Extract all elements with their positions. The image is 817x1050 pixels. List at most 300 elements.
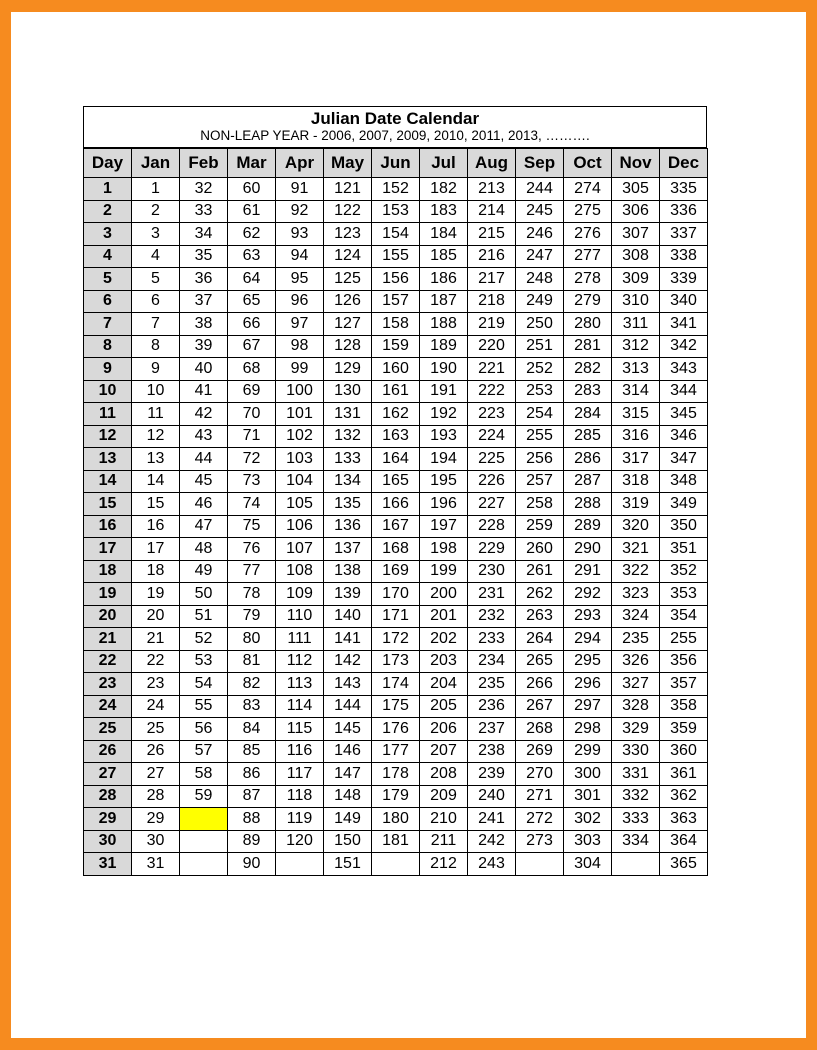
julian-day-cell: 68 bbox=[228, 358, 276, 381]
julian-day-cell: 264 bbox=[516, 628, 564, 651]
julian-day-cell: 167 bbox=[372, 515, 420, 538]
julian-day-cell: 46 bbox=[180, 493, 228, 516]
title-block bbox=[83, 106, 707, 148]
table-row bbox=[84, 425, 708, 448]
julian-day-cell: 183 bbox=[420, 200, 468, 223]
julian-day-cell: 245 bbox=[516, 200, 564, 223]
julian-day-cell: 97 bbox=[276, 313, 324, 336]
julian-day-cell: 212 bbox=[420, 853, 468, 876]
julian-day-cell: 13 bbox=[132, 448, 180, 471]
julian-day-cell: 184 bbox=[420, 223, 468, 246]
julian-day-cell: 162 bbox=[372, 403, 420, 426]
day-number-cell: 12 bbox=[84, 425, 132, 448]
julian-day-cell: 9 bbox=[132, 358, 180, 381]
julian-day-cell: 145 bbox=[324, 718, 372, 741]
julian-day-cell: 256 bbox=[516, 448, 564, 471]
day-number-cell: 22 bbox=[84, 650, 132, 673]
julian-day-cell: 236 bbox=[468, 695, 516, 718]
column-header-sep: Sep bbox=[516, 149, 564, 178]
julian-day-cell: 222 bbox=[468, 380, 516, 403]
julian-day-cell: 144 bbox=[324, 695, 372, 718]
julian-day-cell: 296 bbox=[564, 673, 612, 696]
julian-day-cell: 78 bbox=[228, 583, 276, 606]
julian-day-cell: 279 bbox=[564, 290, 612, 313]
julian-day-cell: 80 bbox=[228, 628, 276, 651]
julian-day-cell: 38 bbox=[180, 313, 228, 336]
day-number-cell: 11 bbox=[84, 403, 132, 426]
julian-day-cell: 106 bbox=[276, 515, 324, 538]
day-number-cell: 17 bbox=[84, 538, 132, 561]
julian-day-cell: 251 bbox=[516, 335, 564, 358]
julian-day-cell: 31 bbox=[132, 853, 180, 876]
julian-day-cell: 303 bbox=[564, 830, 612, 853]
julian-day-cell: 336 bbox=[660, 200, 708, 223]
julian-day-cell: 73 bbox=[228, 470, 276, 493]
julian-day-cell: 113 bbox=[276, 673, 324, 696]
julian-day-cell: 12 bbox=[132, 425, 180, 448]
table-row bbox=[84, 335, 708, 358]
julian-day-cell: 169 bbox=[372, 560, 420, 583]
julian-day-cell: 259 bbox=[516, 515, 564, 538]
julian-day-cell: 158 bbox=[372, 313, 420, 336]
julian-day-cell: 186 bbox=[420, 268, 468, 291]
julian-day-cell: 232 bbox=[468, 605, 516, 628]
julian-day-cell: 117 bbox=[276, 763, 324, 786]
julian-day-cell: 348 bbox=[660, 470, 708, 493]
table-row bbox=[84, 515, 708, 538]
julian-day-cell: 20 bbox=[132, 605, 180, 628]
julian-day-cell: 110 bbox=[276, 605, 324, 628]
julian-day-cell bbox=[516, 853, 564, 876]
julian-day-cell: 70 bbox=[228, 403, 276, 426]
julian-day-cell: 311 bbox=[612, 313, 660, 336]
table-header-row bbox=[84, 149, 708, 178]
julian-day-cell: 284 bbox=[564, 403, 612, 426]
julian-day-cell: 177 bbox=[372, 740, 420, 763]
day-number-cell: 14 bbox=[84, 470, 132, 493]
julian-day-cell: 330 bbox=[612, 740, 660, 763]
julian-day-cell: 174 bbox=[372, 673, 420, 696]
julian-day-cell: 93 bbox=[276, 223, 324, 246]
julian-day-cell bbox=[180, 853, 228, 876]
julian-day-cell: 21 bbox=[132, 628, 180, 651]
julian-day-cell: 83 bbox=[228, 695, 276, 718]
julian-day-cell: 124 bbox=[324, 245, 372, 268]
julian-day-cell: 27 bbox=[132, 763, 180, 786]
julian-day-cell: 298 bbox=[564, 718, 612, 741]
julian-day-cell: 306 bbox=[612, 200, 660, 223]
julian-day-cell: 131 bbox=[324, 403, 372, 426]
julian-day-cell: 157 bbox=[372, 290, 420, 313]
julian-day-cell: 316 bbox=[612, 425, 660, 448]
julian-day-cell: 290 bbox=[564, 538, 612, 561]
table-row bbox=[84, 268, 708, 291]
julian-day-cell: 53 bbox=[180, 650, 228, 673]
julian-day-cell: 343 bbox=[660, 358, 708, 381]
julian-day-cell: 146 bbox=[324, 740, 372, 763]
julian-day-cell: 342 bbox=[660, 335, 708, 358]
julian-day-cell: 77 bbox=[228, 560, 276, 583]
julian-day-cell: 345 bbox=[660, 403, 708, 426]
julian-day-cell: 49 bbox=[180, 560, 228, 583]
column-header-jun: Jun bbox=[372, 149, 420, 178]
julian-day-cell: 138 bbox=[324, 560, 372, 583]
julian-day-cell: 52 bbox=[180, 628, 228, 651]
column-header-dec: Dec bbox=[660, 149, 708, 178]
day-number-cell: 20 bbox=[84, 605, 132, 628]
julian-day-cell: 204 bbox=[420, 673, 468, 696]
julian-day-cell: 310 bbox=[612, 290, 660, 313]
julian-day-cell: 24 bbox=[132, 695, 180, 718]
julian-day-cell: 140 bbox=[324, 605, 372, 628]
day-number-cell: 28 bbox=[84, 785, 132, 808]
julian-day-cell: 90 bbox=[228, 853, 276, 876]
julian-day-cell: 285 bbox=[564, 425, 612, 448]
julian-day-cell: 317 bbox=[612, 448, 660, 471]
julian-day-cell: 295 bbox=[564, 650, 612, 673]
table-row bbox=[84, 178, 708, 201]
julian-day-cell: 18 bbox=[132, 560, 180, 583]
julian-day-cell: 65 bbox=[228, 290, 276, 313]
julian-day-cell: 288 bbox=[564, 493, 612, 516]
table-row bbox=[84, 650, 708, 673]
day-number-cell: 7 bbox=[84, 313, 132, 336]
julian-day-cell: 100 bbox=[276, 380, 324, 403]
julian-day-cell: 176 bbox=[372, 718, 420, 741]
julian-day-cell: 29 bbox=[132, 808, 180, 831]
julian-day-cell: 6 bbox=[132, 290, 180, 313]
julian-day-cell bbox=[372, 853, 420, 876]
julian-day-cell: 362 bbox=[660, 785, 708, 808]
table-row bbox=[84, 403, 708, 426]
julian-day-cell: 135 bbox=[324, 493, 372, 516]
julian-day-cell: 180 bbox=[372, 808, 420, 831]
julian-day-cell: 142 bbox=[324, 650, 372, 673]
day-number-cell: 21 bbox=[84, 628, 132, 651]
julian-day-cell: 126 bbox=[324, 290, 372, 313]
day-number-cell: 15 bbox=[84, 493, 132, 516]
julian-day-cell: 228 bbox=[468, 515, 516, 538]
julian-day-cell: 249 bbox=[516, 290, 564, 313]
julian-day-cell: 205 bbox=[420, 695, 468, 718]
column-header-jan: Jan bbox=[132, 149, 180, 178]
julian-day-cell: 257 bbox=[516, 470, 564, 493]
julian-day-cell: 94 bbox=[276, 245, 324, 268]
julian-day-cell: 258 bbox=[516, 493, 564, 516]
julian-day-cell: 98 bbox=[276, 335, 324, 358]
day-number-cell: 3 bbox=[84, 223, 132, 246]
julian-day-cell: 277 bbox=[564, 245, 612, 268]
julian-day-cell: 335 bbox=[660, 178, 708, 201]
table-row bbox=[84, 808, 708, 831]
julian-day-cell: 163 bbox=[372, 425, 420, 448]
julian-day-cell: 164 bbox=[372, 448, 420, 471]
julian-day-cell: 314 bbox=[612, 380, 660, 403]
julian-day-cell: 3 bbox=[132, 223, 180, 246]
julian-day-cell: 359 bbox=[660, 718, 708, 741]
day-number-cell: 10 bbox=[84, 380, 132, 403]
julian-day-cell: 313 bbox=[612, 358, 660, 381]
table-row bbox=[84, 380, 708, 403]
column-header-nov: Nov bbox=[612, 149, 660, 178]
julian-day-cell: 139 bbox=[324, 583, 372, 606]
julian-day-cell: 149 bbox=[324, 808, 372, 831]
julian-day-cell: 312 bbox=[612, 335, 660, 358]
julian-day-cell: 309 bbox=[612, 268, 660, 291]
julian-day-cell: 108 bbox=[276, 560, 324, 583]
julian-day-cell: 308 bbox=[612, 245, 660, 268]
julian-day-cell: 215 bbox=[468, 223, 516, 246]
julian-day-cell: 219 bbox=[468, 313, 516, 336]
julian-day-cell: 276 bbox=[564, 223, 612, 246]
julian-day-cell: 326 bbox=[612, 650, 660, 673]
julian-day-cell: 107 bbox=[276, 538, 324, 561]
julian-day-cell: 294 bbox=[564, 628, 612, 651]
julian-day-cell: 207 bbox=[420, 740, 468, 763]
table-row bbox=[84, 358, 708, 381]
day-number-cell: 19 bbox=[84, 583, 132, 606]
julian-day-cell: 255 bbox=[516, 425, 564, 448]
julian-day-cell: 202 bbox=[420, 628, 468, 651]
table-row bbox=[84, 200, 708, 223]
julian-day-cell: 54 bbox=[180, 673, 228, 696]
julian-day-cell: 315 bbox=[612, 403, 660, 426]
column-header-jul: Jul bbox=[420, 149, 468, 178]
table-row bbox=[84, 313, 708, 336]
julian-day-cell: 67 bbox=[228, 335, 276, 358]
julian-day-cell: 92 bbox=[276, 200, 324, 223]
julian-day-cell: 62 bbox=[228, 223, 276, 246]
julian-day-cell: 15 bbox=[132, 493, 180, 516]
julian-day-cell: 143 bbox=[324, 673, 372, 696]
julian-day-cell: 282 bbox=[564, 358, 612, 381]
julian-day-cell: 235 bbox=[468, 673, 516, 696]
julian-day-cell: 32 bbox=[180, 178, 228, 201]
julian-day-cell: 318 bbox=[612, 470, 660, 493]
julian-day-cell: 332 bbox=[612, 785, 660, 808]
julian-day-cell: 292 bbox=[564, 583, 612, 606]
julian-day-cell: 35 bbox=[180, 245, 228, 268]
julian-day-cell: 242 bbox=[468, 830, 516, 853]
table-row bbox=[84, 740, 708, 763]
julian-day-cell: 40 bbox=[180, 358, 228, 381]
julian-day-cell: 267 bbox=[516, 695, 564, 718]
day-number-cell: 13 bbox=[84, 448, 132, 471]
julian-day-cell: 85 bbox=[228, 740, 276, 763]
day-number-cell: 6 bbox=[84, 290, 132, 313]
julian-day-cell: 226 bbox=[468, 470, 516, 493]
julian-day-cell: 203 bbox=[420, 650, 468, 673]
julian-day-cell: 26 bbox=[132, 740, 180, 763]
table-row bbox=[84, 605, 708, 628]
julian-day-cell: 199 bbox=[420, 560, 468, 583]
julian-day-cell: 230 bbox=[468, 560, 516, 583]
page-title: Julian Date Calendar bbox=[310, 109, 480, 128]
julian-day-cell: 185 bbox=[420, 245, 468, 268]
column-header-aug: Aug bbox=[468, 149, 516, 178]
julian-day-cell: 72 bbox=[228, 448, 276, 471]
julian-day-cell: 190 bbox=[420, 358, 468, 381]
julian-day-cell: 241 bbox=[468, 808, 516, 831]
julian-day-cell: 102 bbox=[276, 425, 324, 448]
julian-day-cell: 339 bbox=[660, 268, 708, 291]
julian-day-cell: 252 bbox=[516, 358, 564, 381]
julian-day-cell: 128 bbox=[324, 335, 372, 358]
julian-day-cell: 289 bbox=[564, 515, 612, 538]
julian-day-cell: 133 bbox=[324, 448, 372, 471]
julian-day-cell: 321 bbox=[612, 538, 660, 561]
julian-day-cell: 214 bbox=[468, 200, 516, 223]
julian-day-cell: 42 bbox=[180, 403, 228, 426]
julian-day-cell: 280 bbox=[564, 313, 612, 336]
julian-day-cell: 350 bbox=[660, 515, 708, 538]
julian-day-cell: 239 bbox=[468, 763, 516, 786]
julian-day-cell: 360 bbox=[660, 740, 708, 763]
julian-day-cell: 22 bbox=[132, 650, 180, 673]
julian-day-cell: 172 bbox=[372, 628, 420, 651]
table-row bbox=[84, 830, 708, 853]
julian-day-cell: 33 bbox=[180, 200, 228, 223]
julian-day-cell: 364 bbox=[660, 830, 708, 853]
julian-day-cell: 233 bbox=[468, 628, 516, 651]
julian-day-cell: 192 bbox=[420, 403, 468, 426]
julian-day-cell: 34 bbox=[180, 223, 228, 246]
julian-day-cell: 123 bbox=[324, 223, 372, 246]
julian-day-cell: 300 bbox=[564, 763, 612, 786]
table-row bbox=[84, 470, 708, 493]
julian-day-cell: 340 bbox=[660, 290, 708, 313]
julian-day-cell: 265 bbox=[516, 650, 564, 673]
julian-day-cell: 173 bbox=[372, 650, 420, 673]
julian-day-cell: 91 bbox=[276, 178, 324, 201]
julian-day-cell: 357 bbox=[660, 673, 708, 696]
table-row bbox=[84, 785, 708, 808]
julian-day-cell: 37 bbox=[180, 290, 228, 313]
julian-day-cell: 39 bbox=[180, 335, 228, 358]
day-number-cell: 5 bbox=[84, 268, 132, 291]
julian-day-cell: 319 bbox=[612, 493, 660, 516]
julian-day-cell: 122 bbox=[324, 200, 372, 223]
julian-day-cell: 8 bbox=[132, 335, 180, 358]
page-subtitle: NON-LEAP YEAR - 2006, 2007, 2009, 2010, 2011, 2013, ………. bbox=[200, 128, 590, 143]
julian-day-cell: 244 bbox=[516, 178, 564, 201]
julian-day-cell: 55 bbox=[180, 695, 228, 718]
julian-day-cell: 320 bbox=[612, 515, 660, 538]
julian-day-cell: 181 bbox=[372, 830, 420, 853]
julian-day-cell: 240 bbox=[468, 785, 516, 808]
column-header-mar: Mar bbox=[228, 149, 276, 178]
julian-day-cell: 4 bbox=[132, 245, 180, 268]
julian-day-cell: 333 bbox=[612, 808, 660, 831]
julian-day-cell: 291 bbox=[564, 560, 612, 583]
julian-day-cell: 115 bbox=[276, 718, 324, 741]
julian-day-cell: 283 bbox=[564, 380, 612, 403]
day-number-cell: 25 bbox=[84, 718, 132, 741]
julian-day-cell: 58 bbox=[180, 763, 228, 786]
julian-day-cell: 104 bbox=[276, 470, 324, 493]
julian-day-cell: 210 bbox=[420, 808, 468, 831]
julian-day-cell: 231 bbox=[468, 583, 516, 606]
julian-day-cell: 1 bbox=[132, 178, 180, 201]
julian-day-cell: 16 bbox=[132, 515, 180, 538]
julian-day-cell: 206 bbox=[420, 718, 468, 741]
julian-date-table bbox=[83, 148, 708, 876]
julian-day-cell: 45 bbox=[180, 470, 228, 493]
julian-day-cell: 356 bbox=[660, 650, 708, 673]
julian-day-cell: 170 bbox=[372, 583, 420, 606]
julian-day-cell: 344 bbox=[660, 380, 708, 403]
julian-day-cell: 323 bbox=[612, 583, 660, 606]
julian-day-cell: 36 bbox=[180, 268, 228, 291]
julian-day-cell: 331 bbox=[612, 763, 660, 786]
julian-day-cell: 213 bbox=[468, 178, 516, 201]
day-number-cell: 23 bbox=[84, 673, 132, 696]
table-row bbox=[84, 628, 708, 651]
julian-day-cell: 254 bbox=[516, 403, 564, 426]
julian-day-cell: 286 bbox=[564, 448, 612, 471]
julian-day-cell: 59 bbox=[180, 785, 228, 808]
julian-day-cell: 57 bbox=[180, 740, 228, 763]
julian-day-cell: 132 bbox=[324, 425, 372, 448]
julian-day-cell: 266 bbox=[516, 673, 564, 696]
table-row bbox=[84, 763, 708, 786]
julian-day-cell: 11 bbox=[132, 403, 180, 426]
julian-day-cell: 223 bbox=[468, 403, 516, 426]
julian-day-cell: 127 bbox=[324, 313, 372, 336]
julian-day-cell: 2 bbox=[132, 200, 180, 223]
julian-day-cell: 152 bbox=[372, 178, 420, 201]
julian-day-cell: 262 bbox=[516, 583, 564, 606]
julian-day-cell: 151 bbox=[324, 853, 372, 876]
julian-day-cell: 71 bbox=[228, 425, 276, 448]
julian-day-cell: 341 bbox=[660, 313, 708, 336]
julian-day-cell: 14 bbox=[132, 470, 180, 493]
julian-day-cell: 154 bbox=[372, 223, 420, 246]
julian-day-cell: 209 bbox=[420, 785, 468, 808]
julian-day-cell: 166 bbox=[372, 493, 420, 516]
julian-day-cell: 44 bbox=[180, 448, 228, 471]
julian-day-cell: 187 bbox=[420, 290, 468, 313]
julian-day-cell: 48 bbox=[180, 538, 228, 561]
table-row bbox=[84, 448, 708, 471]
julian-day-cell: 61 bbox=[228, 200, 276, 223]
julian-day-cell: 25 bbox=[132, 718, 180, 741]
julian-day-cell: 248 bbox=[516, 268, 564, 291]
julian-day-cell: 243 bbox=[468, 853, 516, 876]
julian-day-cell: 109 bbox=[276, 583, 324, 606]
julian-day-cell: 327 bbox=[612, 673, 660, 696]
julian-day-cell: 351 bbox=[660, 538, 708, 561]
julian-day-cell: 200 bbox=[420, 583, 468, 606]
julian-day-cell: 148 bbox=[324, 785, 372, 808]
day-number-cell: 29 bbox=[84, 808, 132, 831]
julian-day-cell: 217 bbox=[468, 268, 516, 291]
julian-day-cell: 263 bbox=[516, 605, 564, 628]
julian-day-cell: 101 bbox=[276, 403, 324, 426]
julian-day-cell: 211 bbox=[420, 830, 468, 853]
table-row bbox=[84, 538, 708, 561]
table-body bbox=[84, 178, 708, 876]
julian-day-cell: 10 bbox=[132, 380, 180, 403]
day-number-cell: 30 bbox=[84, 830, 132, 853]
julian-day-cell: 274 bbox=[564, 178, 612, 201]
julian-day-cell: 99 bbox=[276, 358, 324, 381]
julian-day-cell: 86 bbox=[228, 763, 276, 786]
julian-day-cell: 297 bbox=[564, 695, 612, 718]
julian-day-cell: 82 bbox=[228, 673, 276, 696]
julian-day-cell: 324 bbox=[612, 605, 660, 628]
column-header-feb: Feb bbox=[180, 149, 228, 178]
